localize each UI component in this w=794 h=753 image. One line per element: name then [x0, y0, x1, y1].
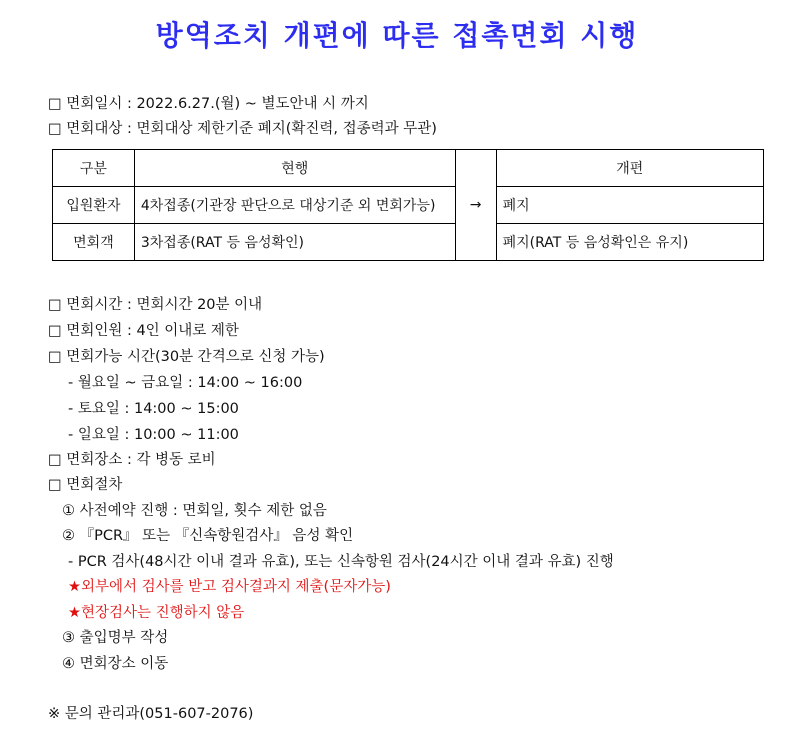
visit-duration-line: □ 면회시간 : 면회시간 20분 이내 — [48, 297, 263, 313]
table-row — [53, 224, 764, 261]
visit-place-line: □ 면회장소 : 각 병동 로비 — [48, 452, 216, 468]
sunday-hours: - 일요일 : 10:00 ~ 11:00 — [68, 427, 239, 443]
row-category: 입원환자 — [53, 187, 135, 224]
header-new: 개편 — [496, 150, 763, 187]
procedure-step-3: ③ 출입명부 작성 — [62, 630, 169, 646]
procedure-title: □ 면회절차 — [48, 477, 123, 493]
header-category: 구분 — [53, 150, 135, 187]
procedure-step-4: ④ 면회장소 이동 — [62, 656, 169, 672]
procedure-note-no-onsite-test: ★현장검사는 진행하지 않음 — [68, 605, 245, 621]
procedure-step-1: ① 사전예약 진행 : 면회일, 횟수 제한 없음 — [62, 503, 327, 519]
table-row — [53, 187, 764, 224]
page-title: 방역조치 개편에 따른 접촉면회 시행 — [155, 19, 639, 52]
table-header-row — [53, 150, 764, 187]
schedule-date-line: □ 면회일시 : 2022.6.27.(월) ~ 별도안내 시 까지 — [48, 96, 369, 112]
procedure-step-2: ② 『PCR』 또는 『신속항원검사』 음성 확인 — [62, 528, 354, 544]
saturday-hours: - 토요일 : 14:00 ~ 15:00 — [68, 401, 239, 417]
header-current: 현행 — [134, 150, 455, 187]
row-category: 면회객 — [53, 224, 135, 261]
row-new: 폐지(RAT 등 음성확인은 유지) — [496, 224, 763, 261]
contact-info: ※ 문의 관리과(051-607-2076) — [48, 706, 254, 722]
row-current: 3차접종(RAT 등 음성확인) — [134, 224, 455, 261]
header-arrow-cell — [455, 150, 496, 187]
row-current: 4차접종(기관장 판단으로 대상기준 외 면회가능) — [134, 187, 455, 224]
procedure-note-external-test: ★외부에서 검사를 받고 검사결과지 제출(문자가능) — [68, 579, 391, 595]
row-arrow-cell — [455, 224, 496, 261]
weekday-hours: - 월요일 ~ 금요일 : 14:00 ~ 16:00 — [68, 375, 303, 391]
procedure-step-2-detail: - PCR 검사(48시간 이내 결과 유효), 또는 신속항원 검사(24시간 이내 결과 유효) 진행 — [68, 554, 614, 570]
target-line: □ 면회대상 : 면회대상 제한기준 폐지(확진력, 접종력과 무관) — [48, 121, 437, 137]
row-new: 폐지 — [496, 187, 763, 224]
right-arrow-icon: → — [455, 187, 496, 224]
available-hours-line: □ 면회가능 시간(30분 간격으로 신청 가능) — [48, 349, 325, 365]
visitor-count-line: □ 면회인원 : 4인 이내로 제한 — [48, 323, 239, 339]
comparison-table — [52, 149, 764, 261]
